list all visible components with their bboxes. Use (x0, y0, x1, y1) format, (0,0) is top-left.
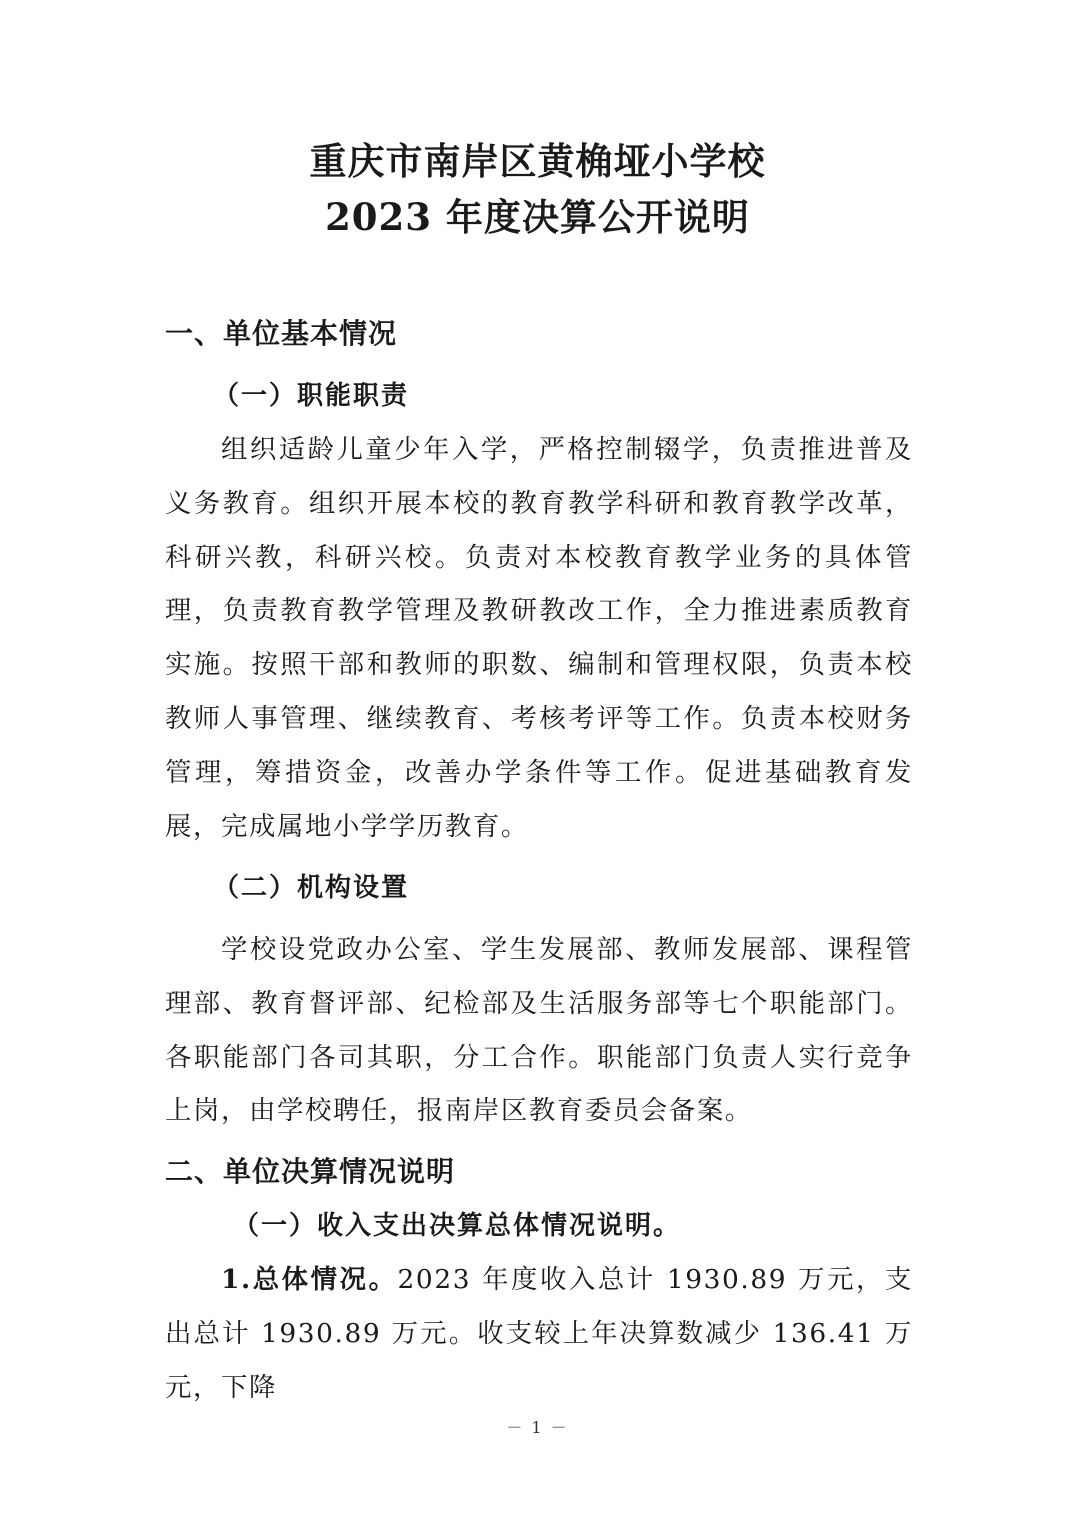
document-title-line1: 重庆市南岸区黄桷垭小学校 (309, 139, 766, 183)
document-title-line2: 2023 年度决算公开说明 (325, 195, 750, 239)
paragraph-lead: 1.总体情况。 (221, 1264, 398, 1295)
paragraph-organization: 学校设党政办公室、学生发展部、教师发展部、课程管理部、教育督评部、纪检部及生活服务部等七个职能部门。各职能部门各司其职，分工合作。职能部门负责人实行竞争上岗，由学校聘任，报南岸区教育委员会备案。 (165, 934, 913, 1127)
paragraph-overall-text: 2023 年度收入总计 1930.89 万元，支出总计 1930.89 万元。收支较上年决算数减少 136.41 万元，下降 (165, 1264, 913, 1403)
page-number: － 1 － (506, 1418, 569, 1437)
paragraph-overall (165, 1253, 913, 1414)
section-heading-basic-info: 一、单位基本情况 (165, 317, 398, 350)
subsection-heading-organization: （二）机构设置 (213, 873, 410, 903)
paragraph-functions: 组织适龄儿童少年入学，严格控制辍学，负责推进普及义务教育。组织开展本校的教育教学科研和教育教学改革，科研兴教，科研兴校。负责对本校教育教学业务的具体管理，负责教育教学管理及教研教改工作，全力推进素质教育实施。按照干部和教师的职数、编制和管理权限，负责本校教师人事管理、继续教育、考核考评等工作。负责本校财务管理，筹措资金，改善办学条件等工作。促进基础教育发展，完成属地小学学历教育。 (165, 434, 913, 842)
subsection-heading-functions: （一）职能职责 (213, 381, 410, 411)
subsection-heading-income-expense: （一）收入支出决算总体情况说明。 (233, 1211, 682, 1241)
section-heading-final-accounts: 二、单位决算情况说明 (165, 1155, 456, 1188)
